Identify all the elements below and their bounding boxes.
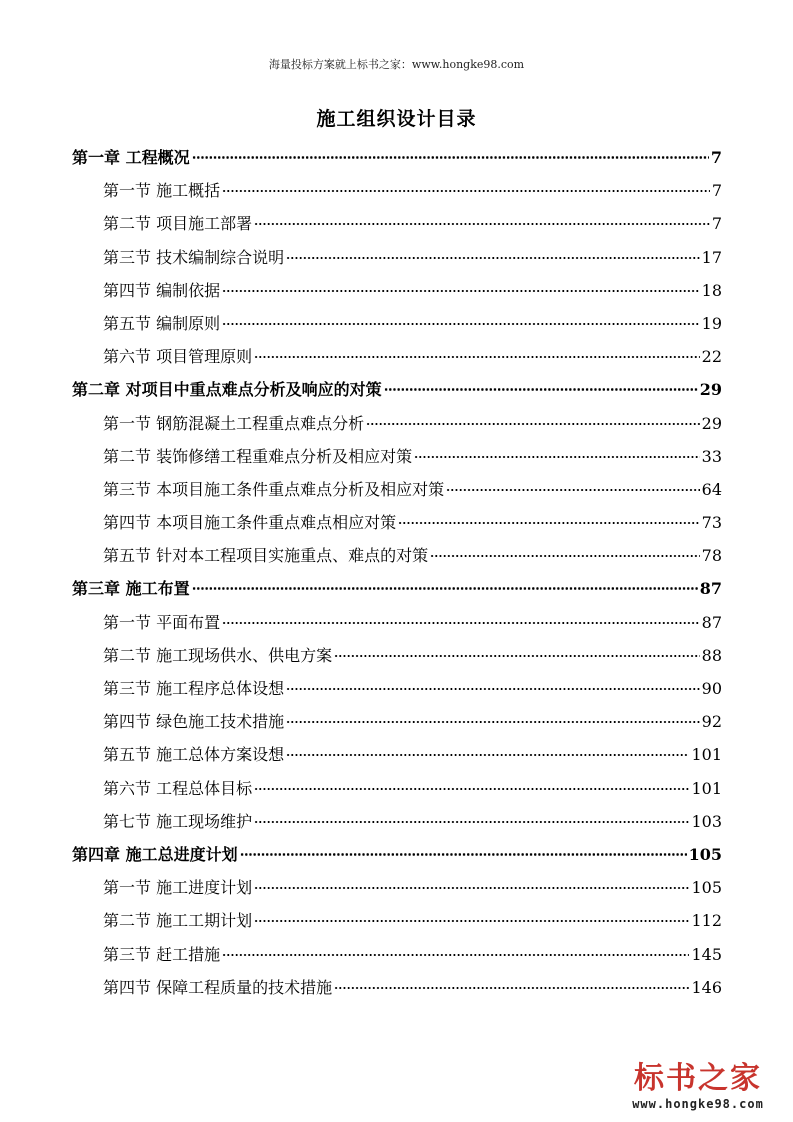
dot-leader (366, 423, 700, 425)
dot-leader (222, 954, 689, 956)
toc-label: 第七节 施工现场维护 (103, 811, 253, 831)
toc-section-3-6[interactable] (72, 772, 722, 805)
document-title: 施工组织设计目录 (316, 108, 477, 130)
toc-chapter-4[interactable] (72, 838, 722, 871)
dot-leader (254, 821, 689, 823)
toc-label: 第三节 赶工措施 (103, 944, 221, 964)
toc-label: 第六节 工程总体目标 (103, 778, 253, 798)
toc-page-number: 7 (711, 181, 722, 201)
toc-label: 第四节 保障工程质量的技术措施 (103, 977, 333, 997)
toc-label: 第五节 针对本工程项目实施重点、难点的对策 (103, 546, 429, 566)
toc-page-number: 29 (699, 380, 722, 400)
dot-leader (254, 223, 710, 225)
toc-section-2-1[interactable] (72, 407, 722, 440)
table-of-contents (72, 141, 722, 1004)
toc-label: 第二节 项目施工部署 (103, 214, 253, 234)
toc-page-number: 18 (701, 280, 722, 300)
dot-leader (398, 522, 700, 524)
toc-label: 第六节 项目管理原则 (103, 347, 253, 367)
toc-page-number: 17 (701, 247, 722, 267)
dot-leader (446, 489, 700, 491)
toc-section-3-5[interactable] (72, 738, 722, 771)
dot-leader (286, 721, 700, 723)
toc-label: 第五节 施工总体方案设想 (103, 745, 285, 765)
toc-label: 第三节 技术编制综合说明 (103, 247, 285, 267)
toc-label: 第三节 施工程序总体设想 (103, 679, 285, 698)
dot-leader (334, 987, 689, 989)
toc-page-number: 64 (701, 479, 722, 499)
toc-label: 第二章 对项目中重点难点分析及响应的对策 (72, 380, 382, 400)
toc-page-number: 33 (701, 446, 722, 466)
toc-page-number: 103 (691, 811, 722, 831)
toc-label: 第三章 施工布置 (72, 579, 190, 599)
dot-leader (222, 622, 700, 624)
toc-page-number: 92 (701, 712, 722, 732)
toc-page-number: 101 (691, 778, 722, 798)
toc-section-1-2[interactable] (72, 207, 722, 240)
dot-leader (192, 587, 698, 590)
toc-label: 第二节 施工工期计划 (103, 911, 253, 931)
toc-page-number: 101 (691, 745, 722, 765)
site-logo (623, 1062, 773, 1112)
dot-leader (254, 788, 689, 790)
toc-label: 第一章 工程概况 (72, 148, 190, 167)
toc-section-4-3[interactable] (72, 938, 722, 971)
toc-label: 第二节 施工现场供水、供电方案 (103, 645, 333, 665)
toc-section-2-3[interactable] (72, 473, 722, 506)
toc-page-number: 22 (701, 347, 722, 367)
dot-leader (254, 887, 689, 889)
toc-page-number: 88 (701, 645, 722, 665)
toc-section-1-4[interactable] (72, 274, 722, 307)
toc-section-2-4[interactable] (72, 506, 722, 539)
toc-label: 第一节 钢筋混凝土工程重点难点分析 (103, 413, 365, 433)
toc-section-3-3[interactable] (72, 672, 722, 705)
toc-label: 第四章 施工总进度计划 (72, 844, 238, 864)
toc-section-2-5[interactable] (72, 539, 722, 572)
toc-page-number: 105 (691, 878, 722, 898)
toc-label: 第一节 平面布置 (103, 612, 221, 632)
toc-label: 第四节 编制依据 (103, 280, 221, 300)
toc-page-number: 19 (701, 313, 722, 333)
toc-label: 第四节 本项目施工条件重点难点相应对策 (103, 513, 397, 533)
toc-section-3-2[interactable] (72, 639, 722, 672)
dot-leader (286, 688, 700, 690)
toc-page-number: 87 (699, 579, 722, 599)
toc-label: 第一节 施工进度计划 (103, 878, 253, 898)
dot-leader (430, 555, 700, 557)
dot-leader (192, 156, 709, 159)
toc-section-4-2[interactable] (72, 904, 722, 937)
dot-leader (384, 388, 698, 391)
toc-label: 第三节 本项目施工条件重点难点分析及相应对策 (103, 479, 445, 499)
toc-page-number: 7 (710, 148, 722, 167)
toc-section-3-7[interactable] (72, 805, 722, 838)
dot-leader (286, 257, 700, 259)
toc-section-2-2[interactable] (72, 440, 722, 473)
toc-label: 第一节 施工概括 (103, 181, 221, 201)
toc-chapter-3[interactable] (72, 572, 722, 605)
toc-label: 第五节 编制原则 (103, 313, 221, 333)
toc-page-number: 112 (691, 911, 722, 931)
dot-leader (254, 920, 689, 922)
toc-section-4-4[interactable] (72, 971, 722, 1004)
dot-leader (240, 853, 687, 856)
page-header: 海量投标方案就上标书之家：www.hongke98.com (268, 58, 525, 71)
toc-section-3-4[interactable] (72, 705, 722, 738)
toc-page-number: 146 (691, 977, 722, 997)
toc-section-3-1[interactable] (72, 606, 722, 639)
toc-section-1-1[interactable] (72, 174, 722, 207)
toc-page-number: 105 (688, 844, 722, 864)
logo-name: 标书之家 (634, 1061, 762, 1096)
toc-label: 第二节 装饰修缮工程重难点分析及相应对策 (103, 446, 413, 466)
toc-section-1-6[interactable] (72, 340, 722, 373)
toc-chapter-1[interactable] (72, 141, 722, 174)
dot-leader (286, 754, 689, 756)
toc-section-1-5[interactable] (72, 307, 722, 340)
toc-section-4-1[interactable] (72, 871, 722, 904)
toc-page-number: 29 (701, 413, 722, 433)
toc-page-number: 78 (701, 546, 722, 566)
toc-chapter-2[interactable] (72, 373, 722, 406)
dot-leader (414, 456, 700, 458)
logo-url: www.hongke98.com (632, 1097, 764, 1111)
toc-page-number: 73 (701, 513, 722, 533)
toc-section-1-3[interactable] (72, 241, 722, 274)
toc-page-number: 87 (701, 612, 722, 632)
toc-page-number: 145 (691, 944, 722, 964)
dot-leader (334, 655, 700, 657)
dot-leader (222, 190, 710, 192)
toc-page-number: 7 (711, 214, 722, 234)
toc-page-number: 90 (701, 679, 722, 698)
dot-leader (222, 290, 700, 292)
toc-label: 第四节 绿色施工技术措施 (103, 712, 285, 732)
dot-leader (222, 323, 700, 325)
dot-leader (254, 356, 700, 358)
